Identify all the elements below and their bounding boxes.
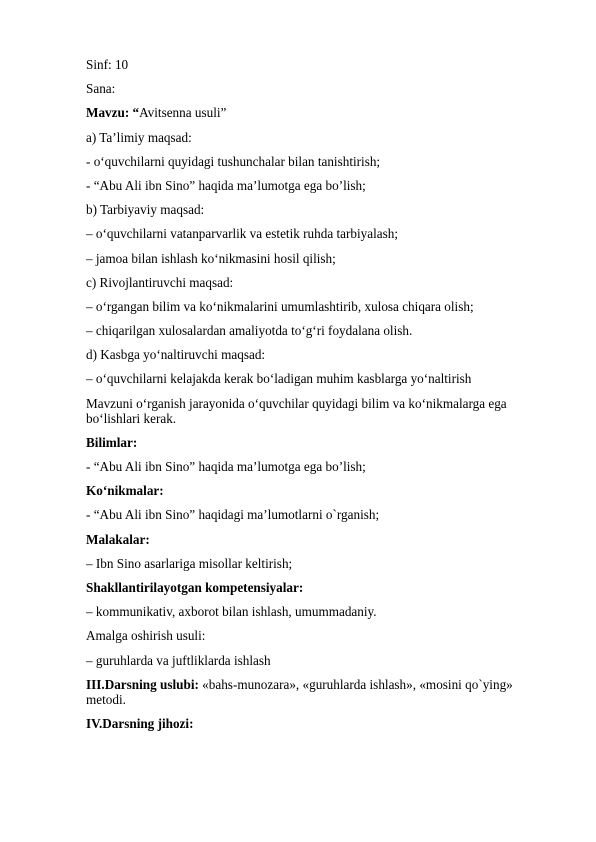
lesson-style-paragraph <box>86 677 541 707</box>
knowledge-item-1: - “Abu Ali ibn Sino” haqida ma’lumotga ega bo’lish; <box>86 459 366 474</box>
upbringing-goal-item-1: – o‘quvchilarni vatanparvarlik va estetik ruhda tarbiyalash; <box>86 226 398 242</box>
educational-goal-heading: a) Ta’limiy maqsad: <box>86 129 192 145</box>
knowledge-heading: Bilimlar: <box>86 434 138 450</box>
competencies-item-1: – kommunikativ, axborot bilan ishlash, umummadaniy. <box>86 604 377 620</box>
method-heading: Amalga oshirish usuli: <box>86 628 206 644</box>
developmental-goal-item-1: – o‘rgangan bilim va ko‘nikmalarini umumlashtirib, xulosa chiqara olish; <box>86 298 474 314</box>
upbringing-goal-item-2: – jamoa bilan ishlash ko‘nikmasini hosil qilish; <box>86 250 336 266</box>
date-line: Sana: <box>86 81 116 97</box>
lesson-equipment-heading: IV.Darsning jihozi: <box>86 715 194 731</box>
abilities-heading: Malakalar: <box>86 531 150 547</box>
developmental-goal-heading: c) Rivojlantiruvchi maqsad: <box>86 274 234 290</box>
document-body <box>86 57 541 740</box>
lesson-style-label: III.Darsning uslubi: <box>86 676 199 692</box>
method-item-1: – guruhlarda va juftliklarda ishlash <box>86 652 271 668</box>
competencies-heading: Shakllantirilayotgan kompetensiyalar: <box>86 579 304 595</box>
educational-goal-item-2: - “Abu Ali ibn Sino” haqida ma’lumotga ega bo’lish; <box>86 177 366 193</box>
topic-text: Avitsenna usuli” <box>139 105 227 121</box>
lesson-style-text: «bahs-munozara», «guruhlarda ishlash», «mosini qo`ying» metodi. <box>86 676 513 707</box>
developmental-goal-item-2: – chiqarilgan xulosalardan amaliyotda to‘g‘ri foydalana olish. <box>86 323 413 339</box>
upbringing-goal-heading: b) Tarbiyaviy maqsad: <box>86 202 205 218</box>
career-goal-heading: d) Kasbga yo‘naltiruvchi maqsad: <box>86 347 266 363</box>
career-goal-item-1: – o‘quvchilarni kelajakda kerak bo‘ladigan muhim kasblarga yo‘naltirish <box>86 371 472 387</box>
skills-item-1: - “Abu Ali ibn Sino” haqidagi ma’lumotlarni o`rganish; <box>86 507 380 523</box>
educational-goal-item-1: - o‘quvchilarni quyidagi tushunchalar bilan tanishtirish; <box>86 153 381 169</box>
abilities-item-1: – Ibn Sino asarlariga misollar keltirish; <box>86 555 293 571</box>
topic-label: Mavzu: “ <box>86 105 140 121</box>
topic-line <box>86 105 541 120</box>
expectations-paragraph: Mavzuni o‘rganish jarayonida o‘quvchilar quyidagi bilim va ko‘nikmalarga ega bo‘lishlari kerak. <box>86 395 507 426</box>
grade-line: Sinf: 10 <box>86 57 129 72</box>
skills-heading: Ko‘nikmalar: <box>86 483 164 499</box>
